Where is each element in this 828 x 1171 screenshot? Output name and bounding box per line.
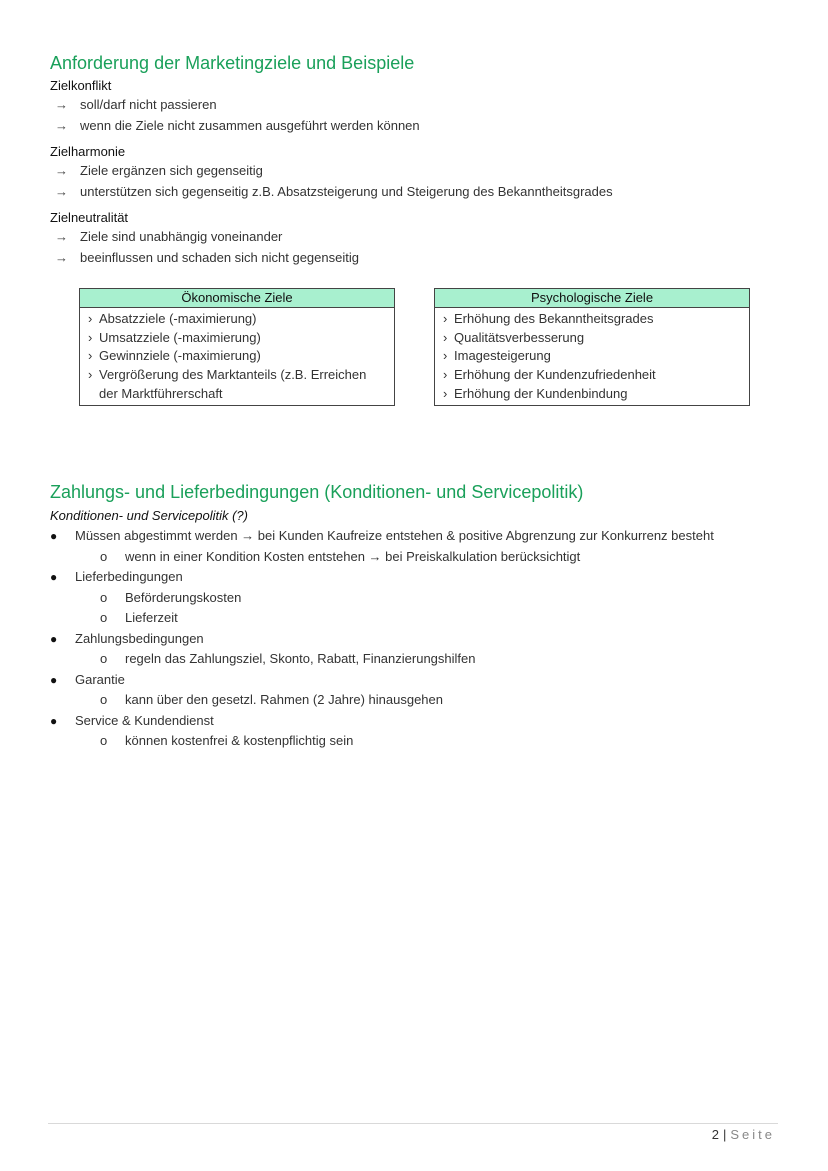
chevron-right-icon: › [443, 385, 448, 401]
section-title-conditions: Zahlungs- und Lieferbedingungen (Konditionen- und Servicepolitik) [50, 482, 584, 502]
circle-bullet-icon: o [100, 589, 108, 605]
list-zielneutralitaet [55, 227, 359, 268]
footer-separator: | [722, 1127, 727, 1142]
list-item: → Ziele ergänzen sich gegenseitig [55, 161, 613, 182]
arrow-right-icon: → [55, 117, 68, 133]
footer-divider [48, 1123, 778, 1124]
heading-zielkonflikt: Zielkonflikt [50, 78, 112, 93]
chevron-right-icon: › [443, 329, 448, 345]
page-footer [712, 1127, 775, 1143]
list-item: → Ziele sind unabhängig voneinander [55, 227, 359, 248]
list-item: › Qualitätsverbesserung [435, 329, 749, 348]
chevron-right-icon: › [88, 367, 93, 383]
arrow-right-icon: → [55, 229, 68, 244]
chevron-right-icon: › [443, 367, 448, 383]
chevron-right-icon: › [88, 329, 93, 345]
list-item: ● Zahlungsbedingungen [50, 629, 714, 650]
arrow-right-icon: → [55, 249, 68, 265]
bullet-icon: ● [50, 570, 58, 584]
list-item: › Absatzziele (-maximierung) [80, 310, 394, 329]
arrow-right-icon: → [55, 183, 68, 199]
list-subitem: o regeln das Zahlungsziel, Skonto, Rabatt, Finanzierungshilfen [50, 649, 714, 670]
circle-bullet-icon: o [100, 610, 108, 625]
box-psychologische-ziele [434, 288, 750, 406]
list-item: › Erhöhung des Bekanntheitsgrades [435, 310, 749, 329]
list-item: → soll/darf nicht passieren [55, 95, 420, 116]
bullet-icon: ● [50, 631, 58, 646]
list-item: › Umsatzziele (-maximierung) [80, 329, 394, 348]
page-number: 2 [711, 1127, 719, 1142]
list-subitem: o wenn in einer Kondition Kosten entstehen → bei Preiskalkulation berücksichtigt [50, 547, 714, 568]
bullet-icon: ● [50, 672, 58, 687]
list-subitem: o Beförderungskosten [50, 588, 714, 609]
list-item: → unterstützen sich gegenseitig z.B. Absatzsteigerung und Steigerung des Bekanntheitsgrades [55, 182, 613, 203]
list-item: ● Lieferbedingungen [50, 567, 714, 588]
circle-bullet-icon: o [100, 548, 108, 564]
list-zielharmonie [55, 161, 613, 202]
list-item: › Erhöhung der Kundenzufriedenheit [435, 366, 749, 385]
circle-bullet-icon: o [100, 651, 108, 666]
arrow-right-icon: → [55, 163, 68, 178]
box-title: Psychologische Ziele [435, 289, 749, 308]
section-subtitle: Konditionen- und Servicepolitik (?) [50, 508, 248, 523]
list-item: › Vergrößerung des Marktanteils (z.B. Erreichen der Marktführerschaft [80, 366, 394, 403]
list-zielkonflikt [55, 95, 420, 136]
bullet-icon: ● [50, 529, 58, 543]
list-item: ● Service & Kundendienst [50, 711, 714, 732]
chevron-right-icon: › [443, 348, 448, 364]
list-item: › Imagesteigerung [435, 347, 749, 366]
list-item: › Gewinnziele (-maximierung) [80, 347, 394, 366]
chevron-right-icon: › [88, 311, 93, 326]
footer-label: Seite [730, 1127, 775, 1142]
bullet-icon: ● [50, 713, 58, 728]
heading-zielneutralitaet: Zielneutralität [50, 210, 129, 225]
bullet-list-conditions [50, 526, 714, 752]
heading-zielharmonie: Zielharmonie [50, 144, 126, 159]
list-item: › Erhöhung der Kundenbindung [435, 385, 749, 404]
circle-bullet-icon: o [100, 733, 108, 748]
list-subitem: o können kostenfrei & kostenpflichtig sein [50, 731, 714, 752]
arrow-right-icon: → [55, 97, 68, 112]
list-item: ● Müssen abgestimmt werden → bei Kunden Kaufreize entstehen & positive Abgrenzung zur Konkurrenz besteht [50, 526, 714, 547]
box-oekonomische-ziele [79, 288, 395, 406]
box-title: Ökonomische Ziele [80, 289, 394, 308]
list-item: ● Garantie [50, 670, 714, 691]
list-item: → wenn die Ziele nicht zusammen ausgeführt werden können [55, 116, 420, 137]
circle-bullet-icon: o [100, 692, 108, 707]
chevron-right-icon: › [443, 311, 448, 326]
list-subitem: o kann über den gesetzl. Rahmen (2 Jahre) hinausgehen [50, 690, 714, 711]
list-subitem: o Lieferzeit [50, 608, 714, 629]
section-title-marketing-goals: Anforderung der Marketingziele und Beispiele [50, 53, 415, 73]
list-item: → beeinflussen und schaden sich nicht gegenseitig [55, 248, 359, 269]
chevron-right-icon: › [88, 348, 93, 364]
